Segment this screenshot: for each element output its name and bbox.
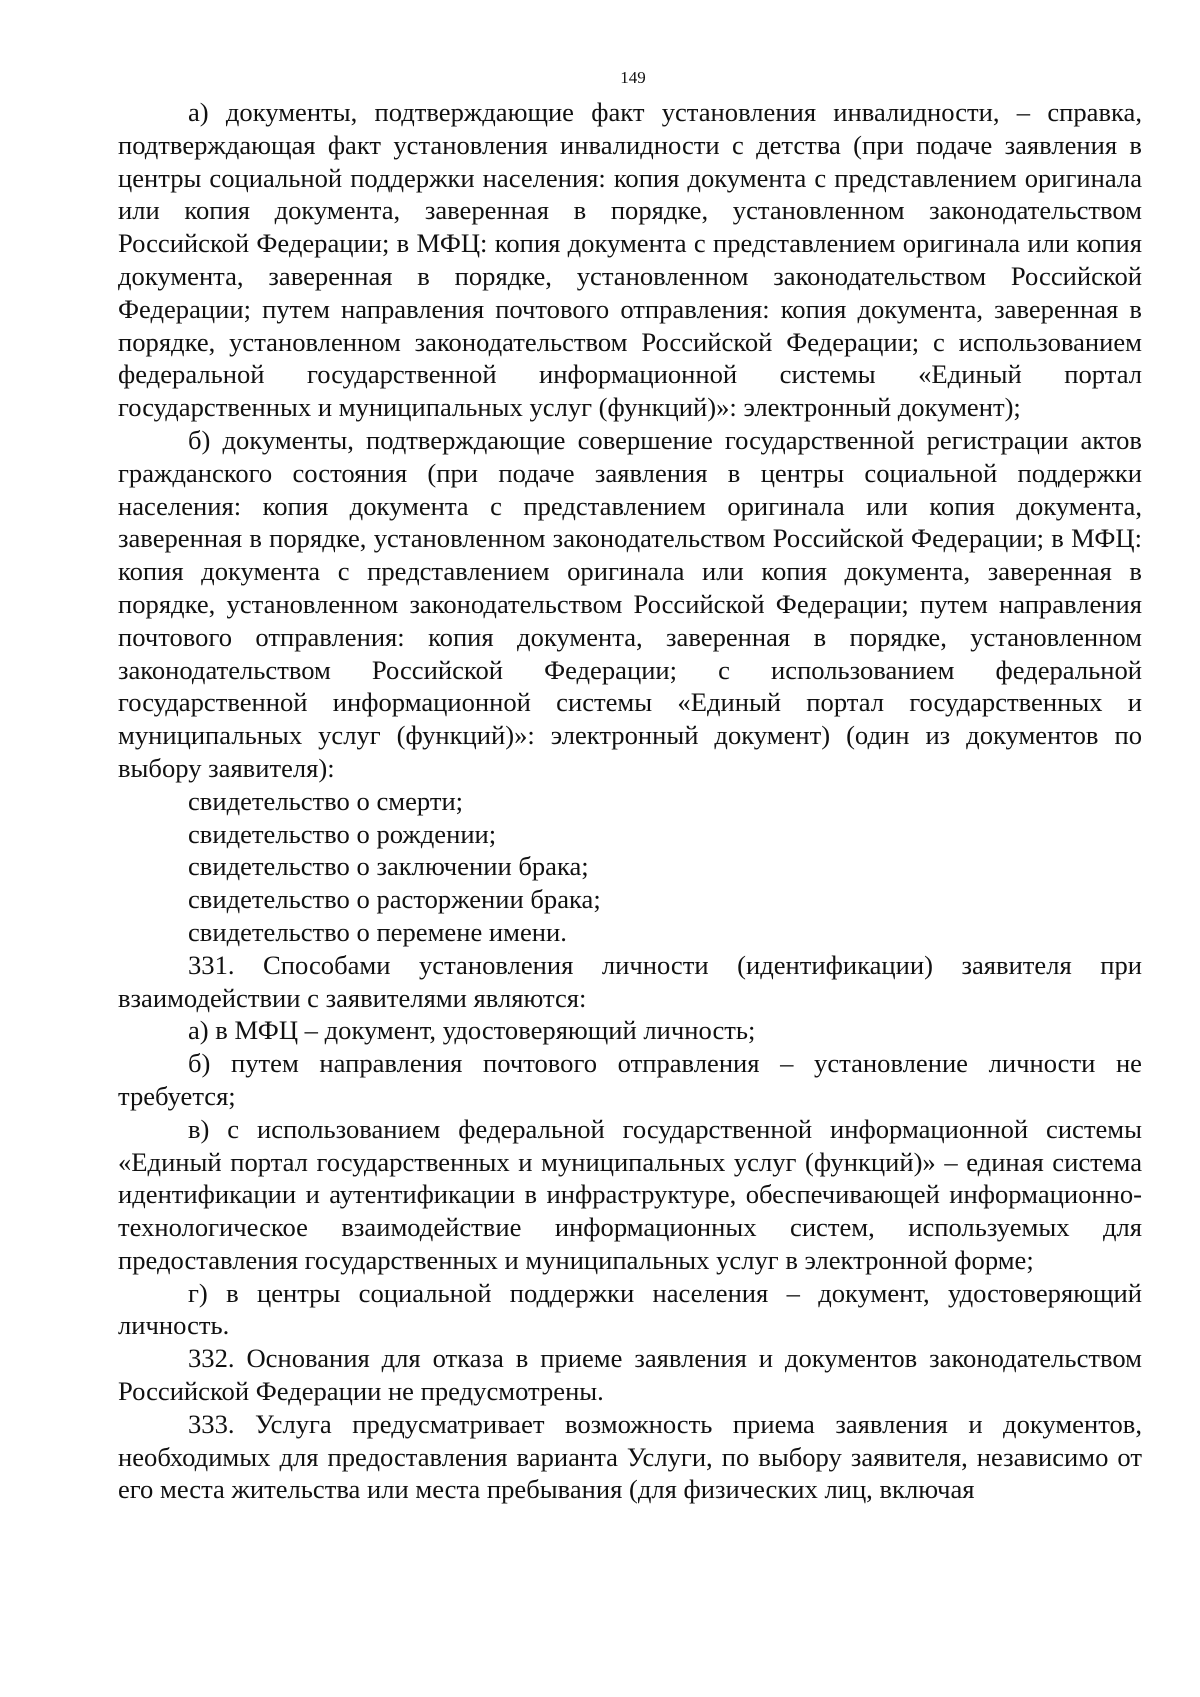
paragraph-331: 331. Способами установления личности (идентификации) заявителя при взаимодействии с заявителями являются: [118,949,1142,1013]
paragraph-331-b: б) путем направления почтового отправления – установление личности не требуется; [118,1048,1142,1111]
list-item-death-certificate: свидетельство о смерти; [188,785,464,816]
list-item-divorce-certificate: свидетельство о расторжении брака; [188,884,601,915]
list-item-name-change-certificate: свидетельство о перемене имени. [188,916,567,947]
paragraph-331-a: а) в МФЦ – документ, удостоверяющий личность; [188,1015,756,1046]
paragraph-332: 332. Основания для отказа в приеме заявления и документов законодательством Российской Федерации не предусмотрены. [118,1343,1142,1407]
paragraph-331-g: г) в центры социальной поддержки населения – документ, удостоверяющий личность. [118,1277,1142,1341]
page-number: 149 [620,68,646,87]
list-item-birth-certificate: свидетельство о рождении; [188,818,497,849]
paragraph-a-disability-docs: а) документы, подтверждающие факт установления инвалидности, – справка, подтверждающая факт установления инвалидности с детства (при подаче заявления в центры социальной поддержки населения: копия документа с представлением оригинала или копия документа, заверенная в порядке, установленном законодательством Российской Федерации; в МФЦ: копия документа с представлением оригинала или копия документа, заверенная в порядке, установленном законодательством Российской Федерации; путем направления почтового отправления: копия документа, заверенная в порядке, установленном законодательством Российской Федерации; с использованием федеральной государственной информационной системы «Единый портал государственных и муниципальных услуг (функций)»: электронный документ); [118,97,1142,423]
paragraph-331-v: в) с использованием федеральной государственной информационной системы «Единый портал государственных и муниципальных услуг (функций)» – единая система идентификации и аутентификации в инфраструктуре, обеспечивающей информационно-технологическое взаимодействие информационных систем, используемых для предоставления государственных и муниципальных услуг в электронной форме; [118,1113,1142,1275]
document-body [118,96,1142,1506]
paragraph-b-civil-registration-docs: б) документы, подтверждающие совершение государственной регистрации актов гражданского состояния (при подаче заявления в центры социальной поддержки населения: копия документа с представлением оригинала или копия документа, заверенная в порядке, установленном законодательством Российской Федерации; в МФЦ: копия документа с представлением оригинала или копия документа, заверенная в порядке, установленном законодательством Российской Федерации; путем направления почтового отправления: копия документа, заверенная в порядке, установленном законодательством Российской Федерации; с использованием федеральной государственной информационной системы «Единый портал государственных и муниципальных услуг (функций)»: электронный документ) (один из документов по выбору заявителя): [118,424,1142,783]
list-item-marriage-certificate: свидетельство о заключении брака; [188,851,589,882]
paragraph-333: 333. Услуга предусматривает возможность приема заявления и документов, необходимых для предоставления варианта Услуги, по выбору заявителя, независимо от его места жительства или места пребывания (для физических лиц, включая [118,1408,1142,1505]
